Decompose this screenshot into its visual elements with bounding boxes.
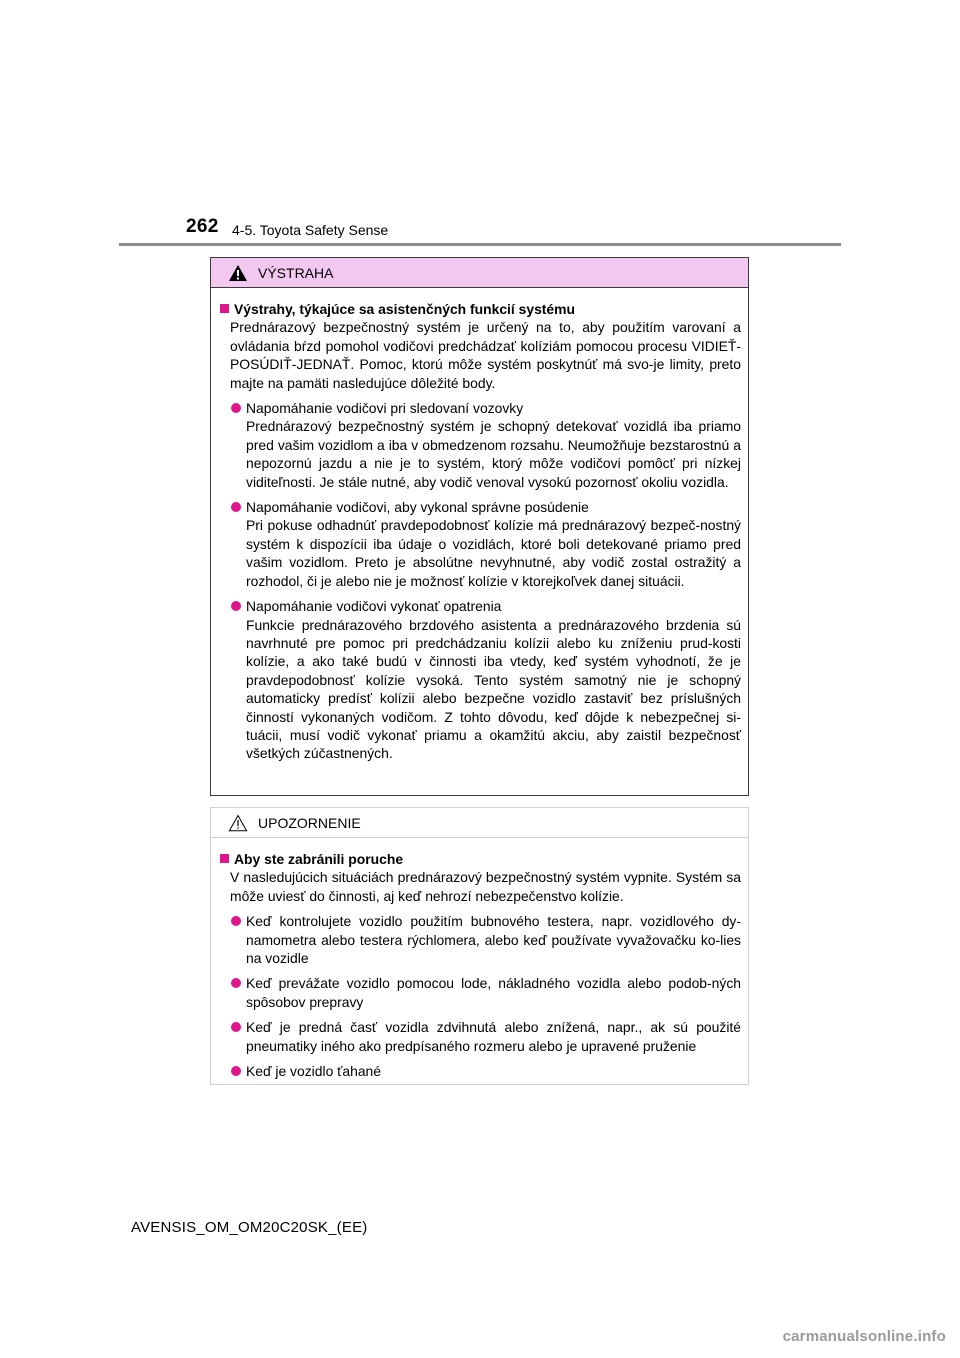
bullet-text: Pri pokuse odhadnúť pravdepodobnosť kolízie má prednárazový bezpeč-nostný systém k dispozícii iba údaje o vozidlách, ktoré boli detekované priamo pred vašim vozidlom. Preto je absolútne nevyhnutné, aby vodič zostal ostražitý a rozhodol, či je alebo nie je možnosť kolízie v ktorejkoľvek danej situácii. [246, 517, 741, 589]
bullet-text: Funkcie prednárazového brzdového asistenta a prednárazového brzdenia sú navrhnuté pre pomoc pri predchádzaniu kolízii alebo ku zníženiu prud-kosti kolízie, a ako také budú v činnosti iba vtedy, keď systém vyhodnotí, že je pravdepodobnosť kolízie vysoká. Tento systém samotný nie je schopný automaticky predísť kolízii alebo bezpečne vozidlo zastaviť bez príslušných činností vykonaných vodičom. Z tohto dôvodu, keď dôjde k nebezpečnej si-tuácii, musí vodič vykonať priamu a okamžitú akciu, aby zaistil bezpečnosť všetkých zúčastnených. [246, 616, 741, 762]
dot-bullet-icon [231, 403, 241, 413]
notice-item-title [219, 850, 741, 868]
document-code: AVENSIS_OM_OM20C20SK_(EE) [131, 1219, 368, 1236]
dot-bullet-icon [231, 502, 241, 512]
list-item [231, 912, 741, 967]
bullet-lead: Napomáhanie vodičovi, aby vykonal správne posúdenie [246, 499, 589, 516]
page-number: 262 [186, 216, 219, 237]
header-rule [119, 243, 841, 246]
square-bullet-icon [220, 854, 229, 863]
bullet-text: Keď prevážate vozidlo pomocou lode, nákladného vozidla alebo podob-ných spôsobov prepravy [246, 975, 741, 1010]
notice-intro: V nasledujúcich situáciách prednárazový bezpečnostný systém vypnite. Systém sa môže uviesť do činnosti, aj keď nehrozí nebezpečenstvo kolízie. [230, 869, 741, 904]
warning-box-body [211, 288, 748, 763]
square-bullet-icon [220, 304, 229, 313]
dot-bullet-icon [231, 916, 241, 926]
notice-box [210, 807, 749, 1085]
warning-item-title [219, 300, 741, 318]
dot-bullet-icon [231, 1066, 241, 1076]
bullet-text: Keď je vozidlo ťahané [246, 1063, 381, 1080]
list-item [231, 974, 741, 1011]
notice-box-body [211, 838, 748, 1080]
bullet-text: Keď kontrolujete vozidlo použitím bubnového testera, napr. vozidlového dy-namometra alebo testera rýchlomera, alebo keď používate vyvažovačku ko-lies na vozidle [246, 913, 741, 967]
watermark: carmanualsonline.info [782, 1328, 946, 1345]
warning-label: VÝSTRAHA [258, 264, 334, 281]
dot-bullet-icon [231, 1022, 241, 1032]
caution-triangle-icon [228, 814, 248, 832]
list-item [231, 1062, 741, 1080]
list-item [231, 498, 741, 590]
list-item [231, 399, 741, 491]
bullet-text: Prednárazový bezpečnostný systém je schopný detekovať vozidlá iba priamo pred vašim vozidlom a iba v obmedzenom rozsahu. Neumožňuje bezstarostnú a nepozornú jazdu a nie je to systém, ktorý môže vodičovi pomôcť pri nízkej viditeľnosti. Je stále nutné, aby vodič venoval vysokú pozornosť okoliu vozidla. [246, 418, 741, 490]
list-item [231, 597, 741, 763]
warning-title-text: Výstrahy, týkajúce sa asistenčných funkcií systému [234, 301, 575, 317]
section-title: 4-5. Toyota Safety Sense [232, 222, 389, 238]
dot-bullet-icon [231, 978, 241, 988]
list-item [231, 1018, 741, 1055]
warning-intro: Prednárazový bezpečnostný systém je určený na to, aby použitím varovaní a ovládania bŕzd pomohol vodičovi predchádzať kolíziám pomocou procesu VIDIEŤ-POSÚDIŤ-JEDNAŤ. Pomoc, ktorú môže systém poskytnúť má svo-je limity, preto majte na pamäti nasledujúce dôležité body. [230, 319, 741, 391]
bullet-lead: Napomáhanie vodičovi pri sledovaní vozovky [246, 400, 524, 417]
warning-box-header [211, 258, 748, 288]
bullet-text: Keď je predná časť vozidla zdvihnutá alebo znížená, napr., ak sú použité pneumatiky iného ako predpísaného rozmeru alebo je upravené pruženie [246, 1019, 741, 1054]
dot-bullet-icon [231, 601, 241, 611]
warning-box [210, 257, 749, 796]
notice-box-header [211, 808, 748, 838]
warning-triangle-icon [228, 264, 248, 282]
notice-title-text: Aby ste zabránili poruche [234, 851, 404, 867]
notice-label: UPOZORNENIE [258, 814, 361, 831]
bullet-lead: Napomáhanie vodičovi vykonať opatrenia [246, 598, 502, 615]
